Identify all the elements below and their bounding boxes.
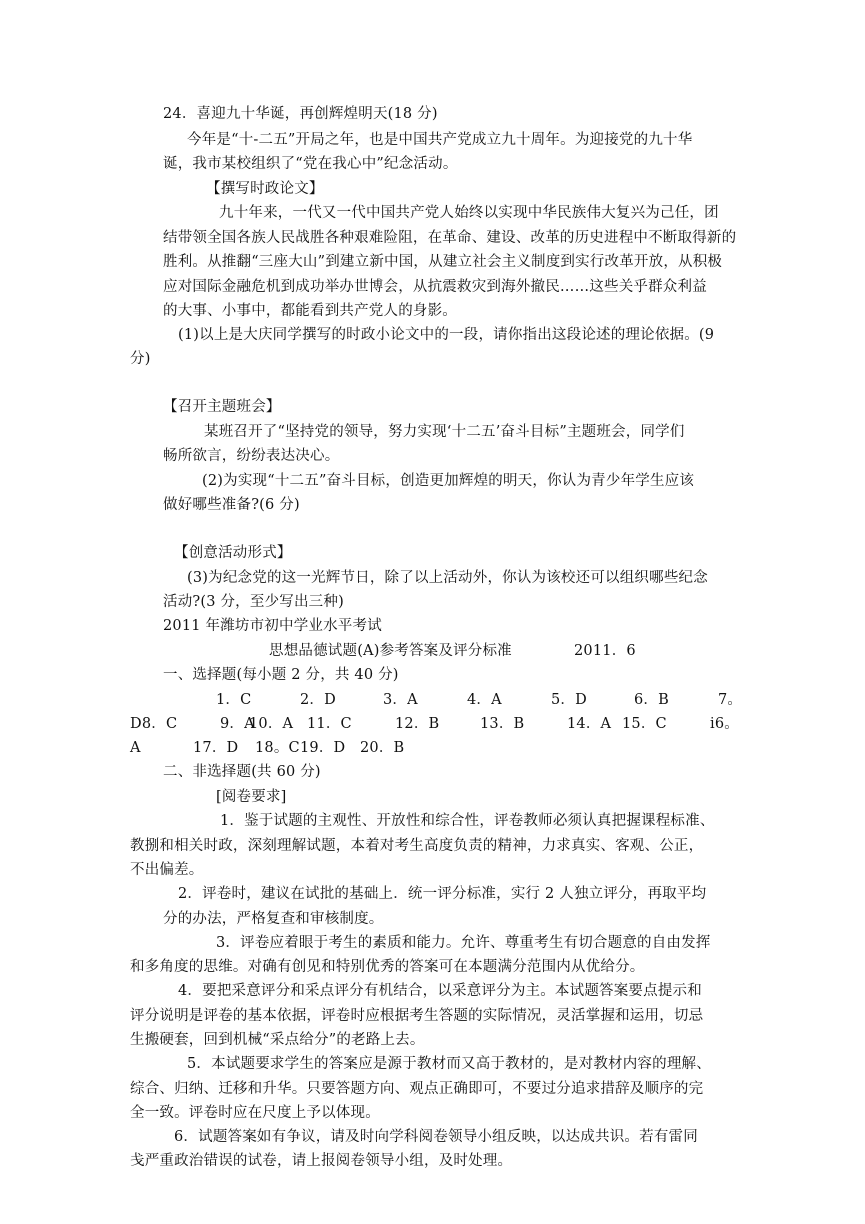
rule-2-line-2: 分的办法，严格复查和审核制度。	[163, 911, 384, 927]
question-24-heading: 24．喜迎九十华诞，再创辉煌明天(18 分)	[163, 106, 438, 122]
rule-3-line-1: 3．评卷应着眼于考生的素质和能力。允许、尊重考生有切合题意的自由发挥	[216, 935, 711, 951]
answer-item: 17．D	[193, 740, 239, 756]
exam-title: 2011 年潍坊市初中学业水平考试	[163, 618, 382, 634]
rule-4-line-1: 4．要把采意评分和采点评分有机结合，以采意评分为主。本试题答案要点提示和	[178, 983, 702, 999]
question-2-line-1: (2)为实现“十二五”奋斗目标，创造更加辉煌的明天，你认为青少年学生应该	[202, 473, 695, 489]
rule-5-line-3: 全一致。评卷时应在尺度上予以体现。	[130, 1105, 380, 1121]
answer-item: A	[130, 740, 141, 756]
answer-item: 5．D	[551, 692, 587, 708]
meeting-line-2: 畅所欲言，纷纷表达决心。	[163, 448, 340, 464]
answer-item: 12．B	[395, 716, 440, 732]
answer-row-3	[0, 738, 865, 758]
answer-item: 19．D	[300, 740, 346, 756]
rule-6-line-1: 6．试题答案如有争议，请及时向学科阅卷领导小组反映，以达成共识。若有雷同	[174, 1129, 698, 1145]
answer-item: 4．A	[467, 692, 502, 708]
part-2-heading: 二、非选择题(共 60 分)	[163, 764, 321, 780]
essay-line-5: 的大事、小事中，都能看到共产党人的身影。	[163, 303, 457, 319]
q24-intro-line-2: 诞，我市某校组织了“党在我心中”纪念活动。	[163, 156, 458, 172]
essay-line-4: 应对国际金融危机到成功举办世博会，从抗震救灾到海外撤民……这些关乎群众利益	[163, 279, 707, 295]
rule-6-line-2: 戋严重政治错误的试卷，请上报阅卷领导小组，及时处理。	[130, 1153, 513, 1169]
answer-item: 15．C	[622, 716, 667, 732]
rule-3-line-2: 和多角度的思维。对确有创见和特别优秀的答案可在本题满分范围内从优给分。	[130, 959, 645, 975]
answer-item: D8．C	[130, 716, 178, 732]
question-1-line-1: (1)以上是大庆同学撰写的时政小论文中的一段，请你指出这段论述的理论依据。(9	[178, 327, 715, 343]
answer-item: 9．A	[220, 716, 255, 732]
question-1-line-2: 分)	[130, 351, 151, 367]
question-2-line-2: 做好哪些准备?(6 分)	[163, 497, 300, 513]
rule-5-line-1: 5．本试题要求学生的答案应是源于教材而又高于教材的，是对教材内容的理解、	[187, 1056, 711, 1072]
answer-row-1	[0, 690, 865, 710]
question-3-line-2: 活动?(3 分，至少写出三种)	[163, 594, 344, 610]
answer-item: 1．C	[216, 692, 252, 708]
answer-item: 7。	[718, 692, 743, 708]
rule-1-line-2: 教捌和相关时政，深刻理解试题，本着对考生高度负责的精神，力求真实、客观、公正，	[130, 838, 704, 854]
rule-2-line-1: 2．评卷时，建议在试批的基础上．统一评分标准，实行 2 人独立评分，再取平均	[178, 886, 707, 902]
answer-item: i6。	[710, 716, 739, 732]
answer-item: 20．B	[360, 740, 405, 756]
answer-item: 14．A	[567, 716, 612, 732]
answer-item: 6．B	[634, 692, 669, 708]
rule-4-line-2: 评分说明是评卷的基本依据，评卷时应根据考生答题的实际情况，灵活掌握和运用，切忌	[130, 1008, 704, 1024]
answer-key-date: 2011．6	[574, 643, 636, 659]
answer-item: 3．A	[383, 692, 418, 708]
answer-key-subtitle: 思想品德试题(A)参考答案及评分标准	[269, 643, 512, 659]
q24-intro-line-1: 今年是“十-二五”开局之年，也是中国共产党成立九十周年。为迎接党的九十华	[187, 132, 693, 148]
answer-item: 18。C	[255, 740, 300, 756]
question-3-line-1: (3)为纪念党的这一光辉节日，除了以上活动外，你认为该校还可以组织哪些纪念	[187, 570, 708, 586]
essay-line-2: 结带领全国各族人民战胜各种艰难险阻，在革命、建设、改革的历史进程中不断取得新的	[163, 230, 737, 246]
section-title-class-meeting: 【召开主题班会】	[163, 399, 281, 415]
rule-1-line-1: 1．鉴于试题的主观性、开放性和综合性，评卷教师必须认真把握课程标准、	[220, 813, 715, 829]
section-title-essay: 【撰写时政论文】	[206, 181, 324, 197]
answer-item: 10．A	[249, 716, 294, 732]
grading-requirements-title: [阅卷要求]	[216, 789, 287, 805]
rule-4-line-3: 生搬硬套，回到机械“采点给分”的老路上去。	[130, 1032, 425, 1048]
rule-5-line-2: 综合、归纳、迁移和升华。只要答题方向、观点正确即可，不要过分追求措辞及顺序的完	[130, 1081, 704, 1097]
rule-1-line-3: 不出偏差。	[130, 862, 204, 878]
essay-line-1: 九十年来，一代又一代中国共产党人始终以实现中华民族伟大复兴为己任，团	[219, 205, 719, 221]
part-1-heading: 一、选择题(每小题 2 分，共 40 分)	[163, 667, 399, 683]
answer-item: 13．B	[480, 716, 525, 732]
section-title-creative-activities: 【创意活动形式】	[174, 545, 292, 561]
essay-line-3: 胜利。从推翻“三座大山”到建立新中国，从建立社会主义制度到实行改革开放，从积极	[163, 254, 723, 270]
answer-item: 11．C	[307, 716, 352, 732]
answer-row-2	[0, 714, 865, 734]
answer-item: 2．D	[300, 692, 336, 708]
meeting-line-1: 某班召开了“坚持党的领导，努力实现‘十二五’奋斗目标”主题班会，同学们	[204, 424, 685, 440]
